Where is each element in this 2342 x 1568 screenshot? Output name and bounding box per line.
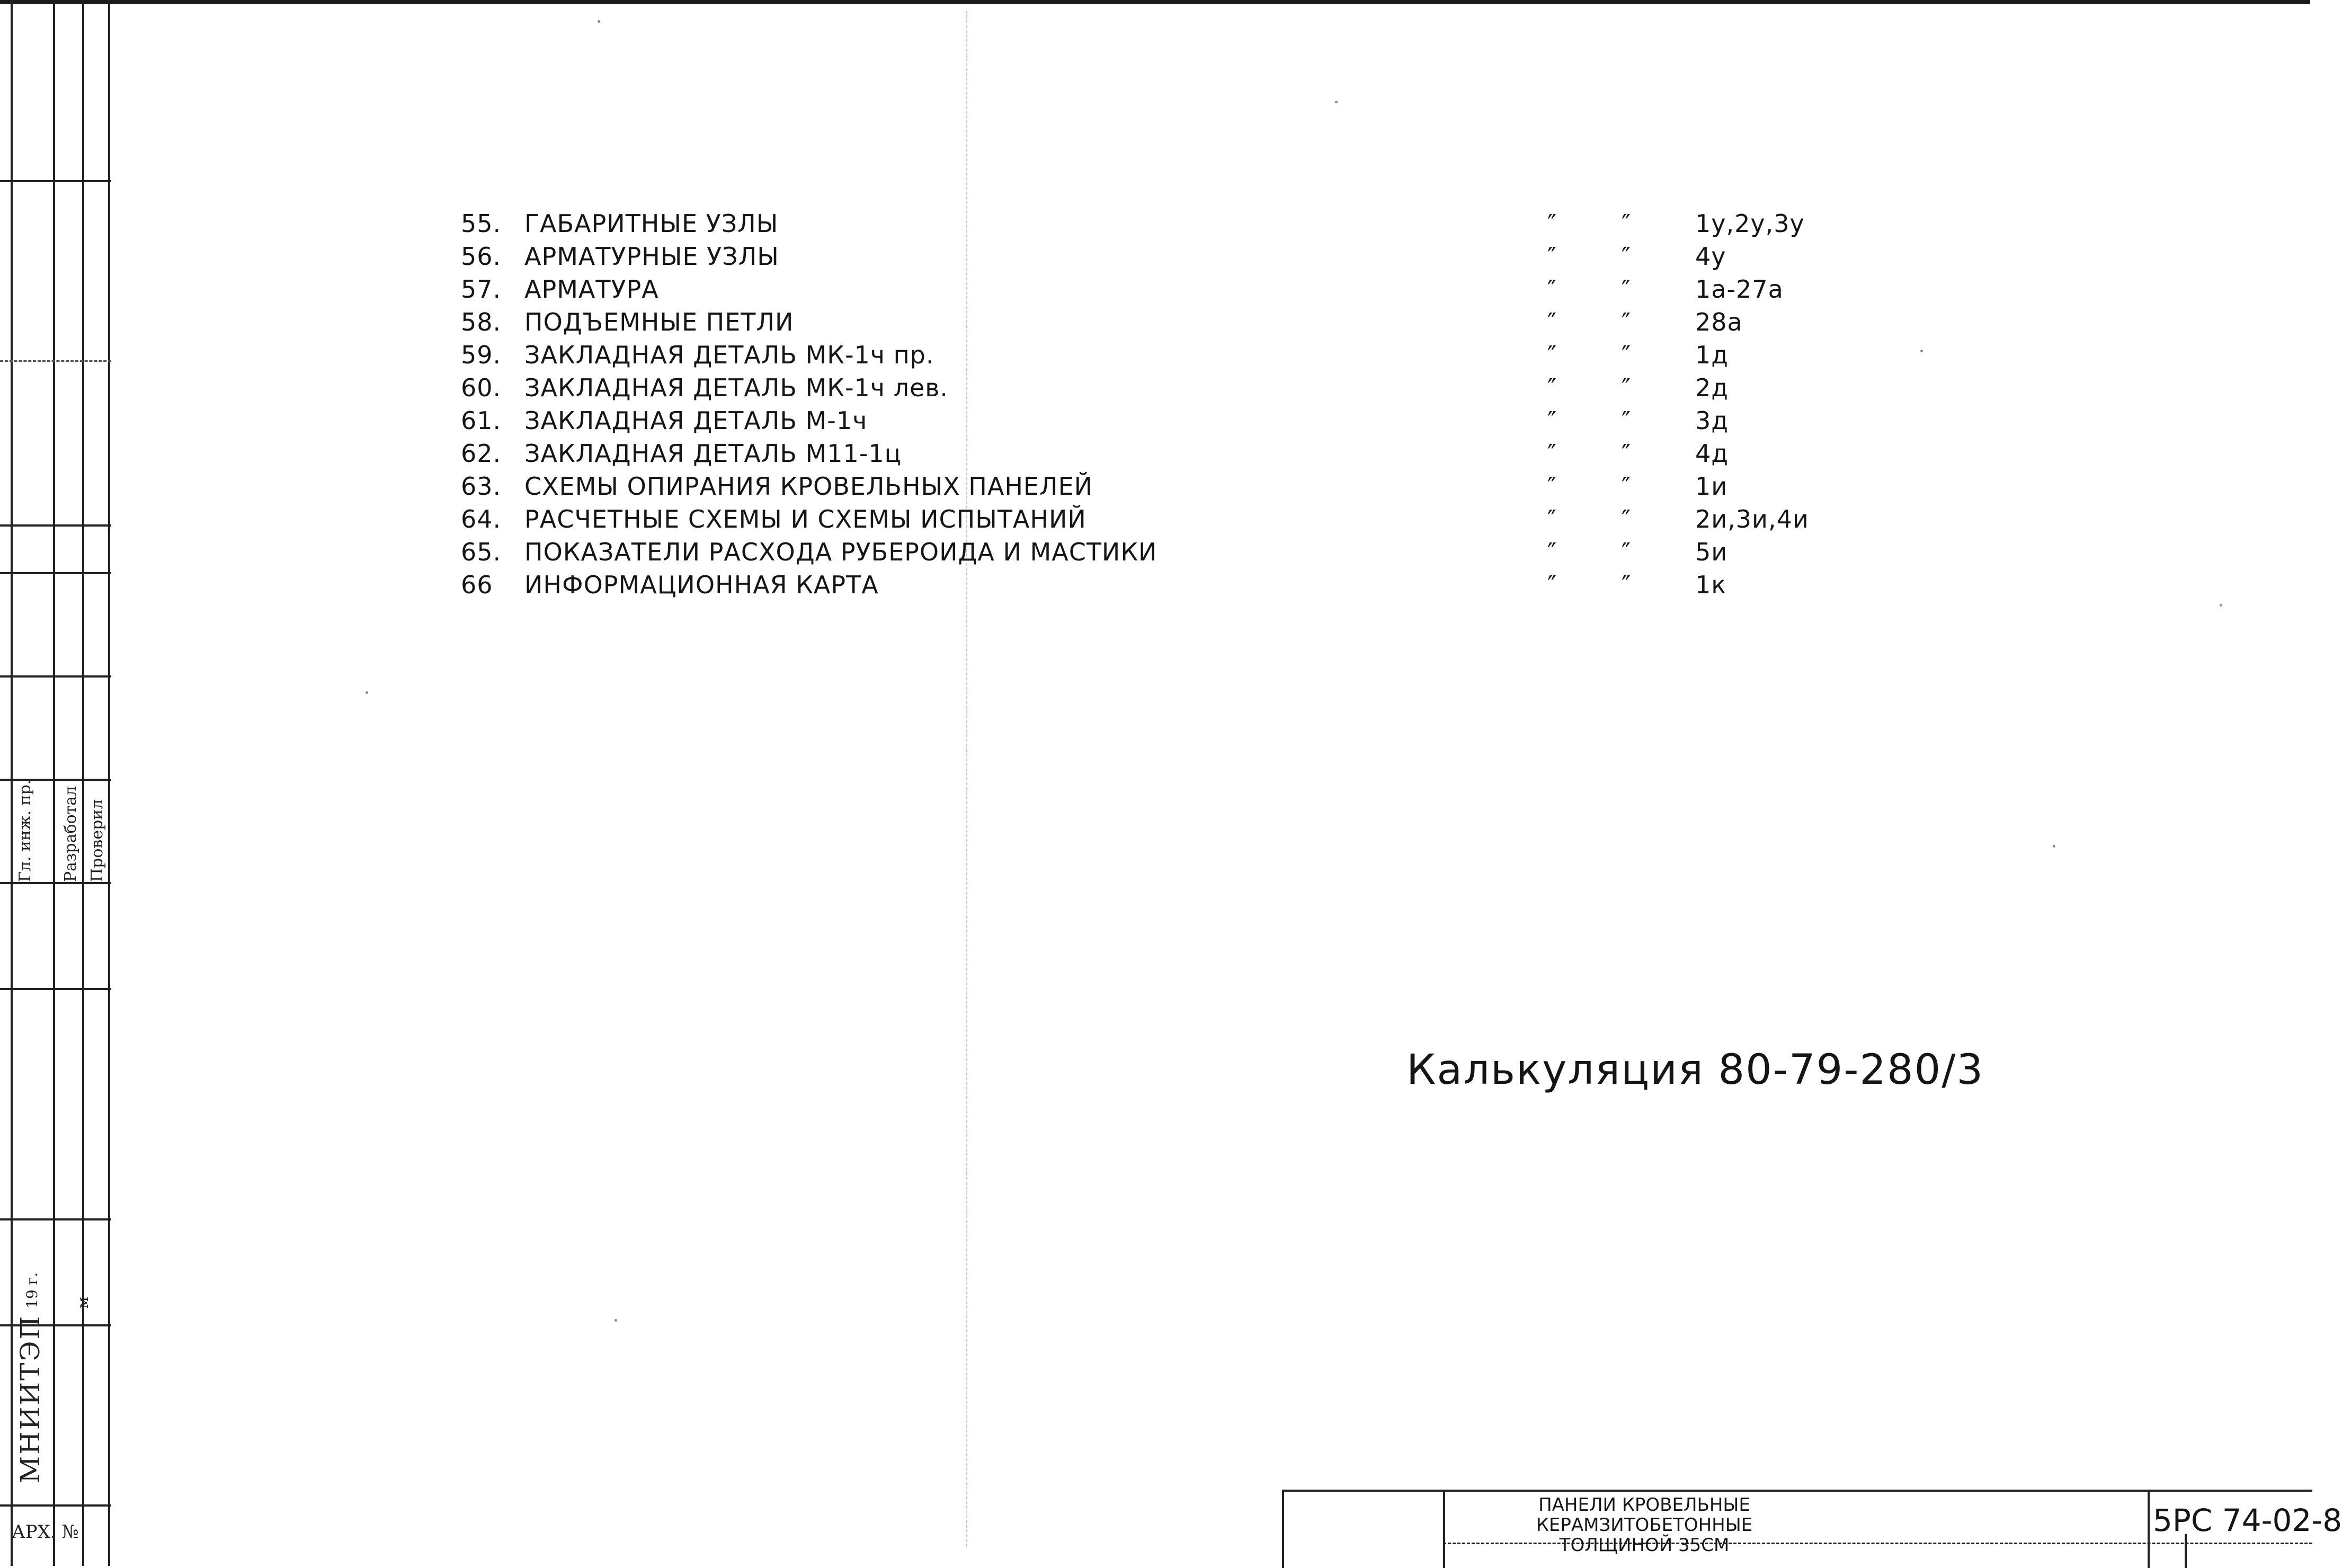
product-name (1443, 1495, 1846, 1555)
contents-list (461, 209, 1865, 603)
ditto-mark: ″ (1621, 472, 1632, 501)
item-title: СХЕМЫ ОПИРАНИЯ КРОВЕЛЬНЫХ ПАНЕЛЕЙ (524, 472, 1093, 501)
item-sheet: 3д (1695, 406, 1729, 435)
ditto-mark: ″ (1621, 373, 1632, 402)
item-number: 60. (461, 373, 502, 402)
stamp-year: 19 г. (23, 1272, 41, 1308)
list-item (461, 406, 1865, 439)
ditto-mark: ″ (1621, 406, 1632, 435)
ditto-mark: ″ (1547, 472, 1557, 501)
item-sheet: 5и (1695, 538, 1728, 566)
stamp-archive: АРХ. № (12, 1521, 79, 1543)
item-number: 58. (461, 308, 502, 336)
item-number: 66 (461, 571, 493, 599)
item-sheet: 4д (1695, 439, 1729, 468)
ditto-mark: ″ (1547, 538, 1557, 566)
ditto-mark: ″ (1547, 242, 1557, 271)
scan-speck (1335, 101, 1338, 103)
item-title: ЗАКЛАДНАЯ ДЕТАЛЬ М-1ч (524, 406, 868, 435)
item-title: ПОКАЗАТЕЛИ РАСХОДА РУБЕРОИДА И МАСТИКИ (524, 538, 1157, 566)
item-sheet: 2д (1695, 373, 1729, 402)
item-number: 56. (461, 242, 502, 271)
stamp-chief-engineer: Гл. инж. пр. (16, 779, 34, 882)
ditto-mark: ″ (1621, 571, 1632, 599)
list-item (461, 341, 1865, 373)
list-item (461, 242, 1865, 275)
scan-speck (2053, 845, 2055, 848)
item-title: ЗАКЛАДНАЯ ДЕТАЛЬ М11-1ц (524, 439, 902, 468)
scan-speck (366, 691, 368, 694)
ditto-mark: ″ (1621, 538, 1632, 566)
top-border (0, 0, 2310, 4)
ditto-mark: ″ (1547, 275, 1557, 304)
item-title: ГАБАРИТНЫЕ УЗЛЫ (524, 209, 779, 238)
item-sheet: 1у,2у,3у (1695, 209, 1805, 238)
stamp-month: м (74, 1297, 92, 1308)
item-number: 55. (461, 209, 502, 238)
item-sheet: 4у (1695, 242, 1726, 271)
list-item (461, 439, 1865, 472)
scan-speck (615, 1319, 617, 1322)
item-title: ПОДЪЕМНЫЕ ПЕТЛИ (524, 308, 794, 336)
ditto-mark: ″ (1547, 571, 1557, 599)
ditto-mark: ″ (1621, 209, 1632, 238)
list-item (461, 308, 1865, 341)
list-item (461, 472, 1865, 505)
list-item (461, 209, 1865, 242)
item-number: 65. (461, 538, 502, 566)
scan-speck (1920, 350, 1923, 352)
item-number: 63. (461, 472, 502, 501)
ditto-mark: ″ (1547, 373, 1557, 402)
item-sheet: 1д (1695, 341, 1729, 369)
stamp-org: МНИИТЭП (15, 1314, 46, 1483)
item-sheet: 1к (1695, 571, 1727, 599)
item-title: АРМАТУРА (524, 275, 659, 304)
list-item (461, 373, 1865, 406)
item-number: 64. (461, 505, 502, 533)
item-sheet: 1а-27а (1695, 275, 1784, 304)
product-name-line2: ТОЛЩИНОЙ 35СМ (1559, 1535, 1730, 1556)
left-stamp (0, 0, 111, 1566)
scan-speck (598, 20, 600, 23)
item-number: 62. (461, 439, 502, 468)
item-number: 57. (461, 275, 502, 304)
item-title: РАСЧЕТНЫЕ СХЕМЫ И СХЕМЫ ИСПЫТАНИЙ (524, 505, 1087, 533)
title-block (1282, 1490, 2342, 1568)
ditto-mark: ″ (1547, 308, 1557, 336)
item-sheet: 2и,3и,4и (1695, 505, 1809, 533)
item-title: АРМАТУРНЫЕ УЗЛЫ (524, 242, 779, 271)
ditto-mark: ″ (1621, 439, 1632, 468)
ditto-mark: ″ (1547, 209, 1557, 238)
ditto-mark: ″ (1621, 242, 1632, 271)
item-number: 61. (461, 406, 502, 435)
ditto-mark: ″ (1621, 275, 1632, 304)
item-title: ИНФОРМАЦИОННАЯ КАРТА (524, 571, 879, 599)
ditto-mark: ″ (1547, 439, 1557, 468)
list-item (461, 571, 1865, 603)
ditto-mark: ″ (1621, 341, 1632, 369)
item-number: 59. (461, 341, 502, 369)
item-title: ЗАКЛАДНАЯ ДЕТАЛЬ МК-1ч пр. (524, 341, 934, 369)
item-sheet: 28а (1695, 308, 1743, 336)
list-item (461, 505, 1865, 538)
stamp-checked: Проверил (88, 799, 106, 882)
list-item (461, 275, 1865, 308)
item-sheet: 1и (1695, 472, 1728, 501)
list-item (461, 538, 1865, 571)
item-title: ЗАКЛАДНАЯ ДЕТАЛЬ МК-1ч лев. (524, 373, 949, 402)
ditto-mark: ″ (1547, 505, 1557, 533)
document-code: 5РС 74-02-8 (2153, 1502, 2342, 1538)
scan-speck (2220, 604, 2222, 607)
ditto-mark: ″ (1621, 505, 1632, 533)
ditto-mark: ″ (1547, 341, 1557, 369)
ditto-mark: ″ (1621, 308, 1632, 336)
stamp-developed: Разработал (61, 786, 80, 882)
calculation-reference: Калькуляция 80-79-280/3 (1406, 1046, 1984, 1094)
ditto-mark: ″ (1547, 406, 1557, 435)
product-name-line1: ПАНЕЛИ КРОВЕЛЬНЫЕ КЕРАМЗИТОБЕТОННЫЕ (1536, 1494, 1753, 1536)
